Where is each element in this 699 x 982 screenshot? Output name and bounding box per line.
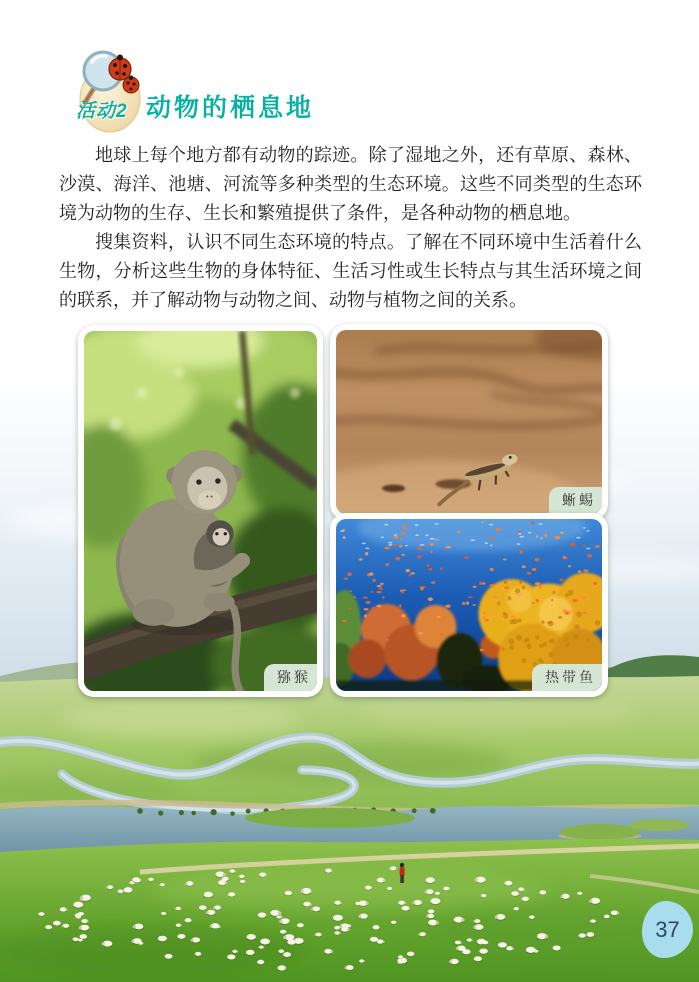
macaque-photo — [84, 331, 317, 691]
photo-caption-macaque: 猕猴 — [264, 664, 317, 691]
photo-card-macaque — [78, 325, 323, 697]
intro-paragraph-1: 地球上每个地方都有动物的踪迹。除了湿地之外，还有草原、森林、沙漠、海洋、池塘、河流等多种类型的生态环境。这些不同类型的生态环境为动物的生存、生长和繁殖提供了条件，是各种动物的栖息地。 — [59, 145, 642, 223]
page-number: 37 — [655, 916, 680, 942]
photo-caption-tropical-fish: 热带鱼 — [532, 664, 602, 691]
photo-card-tropical-fish — [330, 513, 608, 697]
photo-caption-lizard: 蜥蜴 — [549, 487, 602, 514]
intro-paragraph-2: 搜集资料，认识不同生态环境的特点。了解在不同环境中生活着什么生物，分析这些生物的身体特征、生活习性或生长特点与其生活环境之间的联系，并了解动物与动物之间、动物与植物之间的关系。 — [59, 232, 642, 310]
shepherd-figure — [400, 863, 405, 883]
photo-card-lizard — [330, 324, 608, 520]
activity-number-label: 活动2 — [76, 101, 128, 122]
page-title: 动物的栖息地 — [146, 94, 315, 122]
